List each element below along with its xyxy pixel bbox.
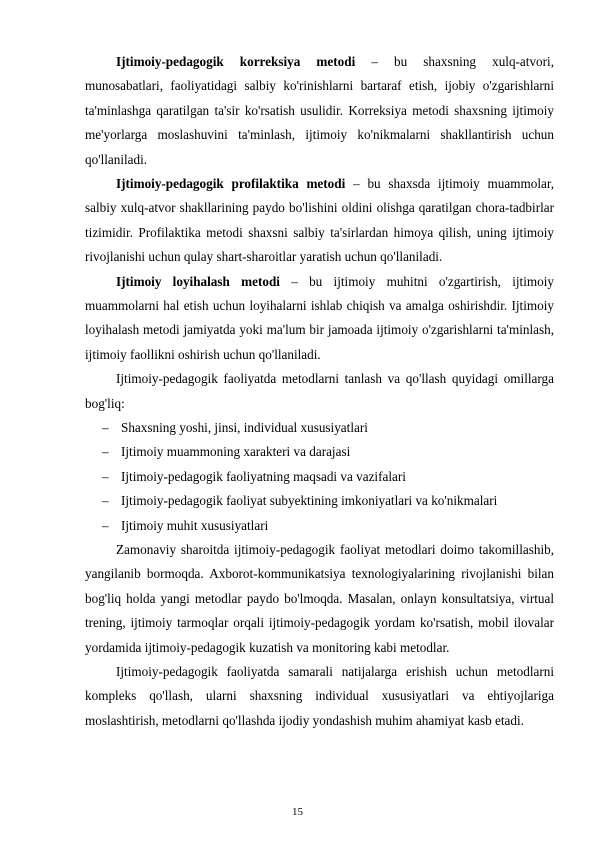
list-item bbox=[85, 514, 554, 538]
list-dash-marker: – bbox=[102, 493, 109, 509]
list-item-text: Ijtimoiy muammoning xarakteri va darajasi bbox=[121, 444, 351, 460]
paragraph-method-selection-intro: Ijtimoiy-pedagogik faoliyatda metodlarni tanlash va qo'llash quyidagi omillarga bog'liq: bbox=[85, 371, 554, 411]
paragraph-prevention-method bbox=[85, 172, 554, 270]
list-dash-marker: – bbox=[102, 517, 109, 533]
factors-list bbox=[85, 416, 554, 538]
page-number: 15 bbox=[292, 806, 303, 818]
list-dash-marker: – bbox=[102, 468, 109, 484]
list-dash-marker: – bbox=[102, 444, 109, 460]
list-item-text: Shaxsning yoshi, jinsi, individual xususiyatlari bbox=[121, 420, 368, 436]
definition-correction-method: – bu shaxsning xulq-atvori, munosabatlari, faoliyatidagi salbiy ko'rinishlarni bartaraf etish, ijobiy o'zgarishlarni ta'minlashga qaratilgan ta'sir ko'rsatish usulidir. Korreksiya metodi shaxsning ijtimoiy me'yorlarga moslashuvini ta'minlash, ijtimoiy ko'nikmalarni shakllantirish uchun qo'llaniladi. bbox=[85, 54, 554, 167]
list-item bbox=[85, 416, 554, 440]
paragraph-conclusion: Ijtimoiy-pedagogik faoliyatda samarali natijalarga erishish uchun metodlarni kompleks qo'llash, ularni shaxsning individual xususiyatlari va ehtiyojlariga moslashtirish, metodlarni qo'llashda ijodiy yondashish muhim ahamiyat kasb etadi. bbox=[85, 664, 554, 728]
document-page bbox=[85, 50, 554, 733]
definition-social-design-method: – bu ijtimoiy muhitni o'zgartirish, ijtimoiy muammolarni hal etish uchun loyihalarni ishlab chiqish va amalga oshirishdir. Ijtimoiy loyihalash metodi jamiyatda yoki ma'lum bir jamoada ijtimoiy o'zgarishlarni ta'minlash, ijtimoiy faollikni oshirish uchun qo'llaniladi. bbox=[85, 273, 554, 362]
paragraph-social-design-method bbox=[85, 270, 554, 368]
list-dash-marker: – bbox=[102, 420, 109, 436]
term-correction-method: Ijtimoiy-pedagogik korreksiya metodi bbox=[116, 54, 356, 69]
list-item-text: Ijtimoiy-pedagogik faoliyat subyektining imkoniyatlari va ko'nikmalari bbox=[121, 493, 498, 509]
paragraph-modern-methods: Zamonaviy sharoitda ijtimoiy-pedagogik faoliyat metodlari doimo takomillashib, yangilanib bormoqda. Axborot-kommunikatsiya texnologiyalarining rivojlanishi bilan bog'liq holda yangi metodlar paydo bo'lmoqda. Masalan, onlayn konsultatsiya, virtual trening, ijtimoiy tarmoqlar orqali ijtimoiy-pedagogik yordam ko'rsatish, mobil ilovalar yordamida ijtimoiy-pedagogik kuzatish va monitoring kabi metodlar. bbox=[85, 542, 554, 655]
list-item bbox=[85, 489, 554, 513]
list-item bbox=[85, 465, 554, 489]
term-social-design-method: Ijtimoiy loyihalash metodi bbox=[116, 273, 280, 289]
list-item bbox=[85, 440, 554, 464]
term-prevention-method: Ijtimoiy-pedagogik profilaktika metodi bbox=[116, 176, 346, 192]
list-item-text: Ijtimoiy-pedagogik faoliyatning maqsadi va vazifalari bbox=[121, 468, 406, 484]
definition-prevention-method: – bu shaxsda ijtimoiy muammolar, salbiy xulq-atvor shakllarining paydo bo'lishini oldini olishga qaratilgan chora-tadbirlar tizimidir. Profilaktika metodi shaxsni salbiy ta'sirlardan himoya qilish, uning ijtimoiy rivojlanishi uchun qulay shart-sharoitlar yaratish uchun qo'llaniladi. bbox=[85, 176, 554, 265]
paragraph-correction-method bbox=[85, 50, 554, 172]
list-item-text: Ijtimoiy muhit xususiyatlari bbox=[121, 517, 269, 533]
